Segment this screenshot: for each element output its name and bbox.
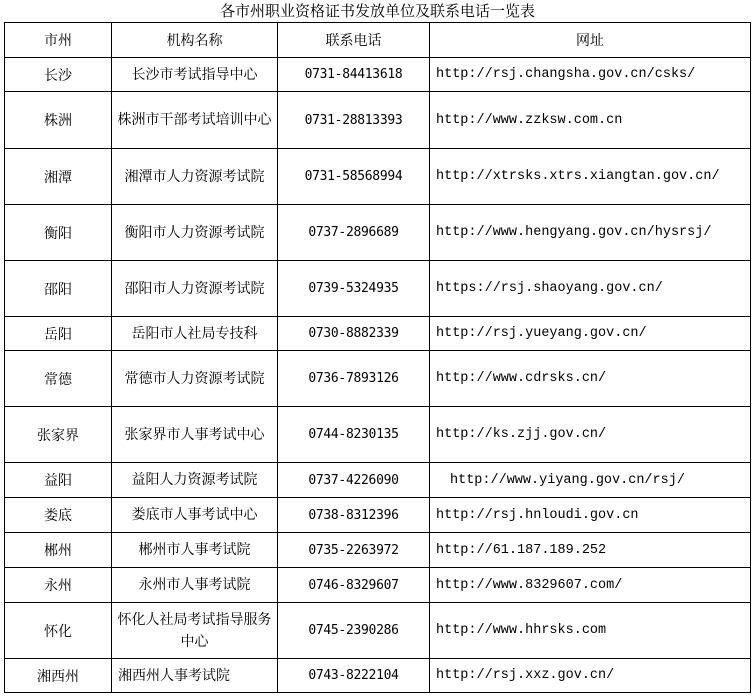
phone-cell: 0731-84413618 <box>278 58 430 92</box>
phone-cell: 0730-8882339 <box>278 317 430 351</box>
document-title: 各市州职业资格证书发放单位及联系电话一览表 <box>219 2 535 20</box>
city-cell: 常德 <box>5 351 112 407</box>
city-cell: 邵阳 <box>5 261 112 317</box>
table-row <box>5 659 751 693</box>
header-row <box>5 23 751 58</box>
table-row <box>5 92 751 149</box>
table-row <box>5 498 751 533</box>
phone-cell: 0737-2896689 <box>278 205 430 261</box>
city-cell: 长沙 <box>5 58 112 92</box>
city-cell: 娄底 <box>5 498 112 533</box>
table-row <box>5 58 751 92</box>
url-link[interactable]: http://www.cdrsks.cn/ <box>430 351 751 407</box>
city-cell: 郴州 <box>5 533 112 568</box>
url-link[interactable]: http://xtrsks.xtrs.xiangtan.gov.cn/ <box>430 149 751 205</box>
org-cell: 株洲市干部考试培训中心 <box>112 92 278 149</box>
org-cell: 永州市人事考试院 <box>112 568 278 603</box>
org-cell: 湘潭市人力资源考试院 <box>112 149 278 205</box>
org-cell: 衡阳市人力资源考试院 <box>112 205 278 261</box>
phone-cell: 0744-8230135 <box>278 407 430 463</box>
city-cell: 衡阳 <box>5 205 112 261</box>
table-row <box>5 463 751 498</box>
city-cell: 株洲 <box>5 92 112 149</box>
table-row <box>5 149 751 205</box>
url-link[interactable]: http://61.187.189.252 <box>430 533 751 568</box>
city-cell: 怀化 <box>5 603 112 659</box>
url-link[interactable]: http://rsj.changsha.gov.cn/csks/ <box>430 58 751 92</box>
url-link[interactable]: http://www.8329607.com/ <box>430 568 751 603</box>
org-cell: 岳阳市人社局专技科 <box>112 317 278 351</box>
url-link[interactable]: http://www.hhrsks.com <box>430 603 751 659</box>
table-row <box>5 533 751 568</box>
city-cell: 湘潭 <box>5 149 112 205</box>
phone-cell: 0738-8312396 <box>278 498 430 533</box>
phone-cell: 0739-5324935 <box>278 261 430 317</box>
org-cell: 郴州市人事考试院 <box>112 533 278 568</box>
header-url: 网址 <box>430 23 751 58</box>
url-link[interactable]: http://www.zzksw.com.cn <box>430 92 751 149</box>
url-link[interactable]: http://ks.zjj.gov.cn/ <box>430 407 751 463</box>
contact-table <box>4 22 751 693</box>
phone-cell: 0737-4226090 <box>278 463 430 498</box>
phone-cell: 0743-8222104 <box>278 659 430 693</box>
org-cell: 湘西州人事考试院 <box>112 659 278 693</box>
org-cell: 常德市人力资源考试院 <box>112 351 278 407</box>
table-row <box>5 351 751 407</box>
table-row <box>5 568 751 603</box>
city-cell: 湘西州 <box>5 659 112 693</box>
org-cell: 邵阳市人力资源考试院 <box>112 261 278 317</box>
table-row <box>5 407 751 463</box>
url-link[interactable]: https://rsj.shaoyang.gov.cn/ <box>430 261 751 317</box>
phone-cell: 0736-7893126 <box>278 351 430 407</box>
city-cell: 岳阳 <box>5 317 112 351</box>
phone-cell: 0745-2390286 <box>278 603 430 659</box>
org-cell: 张家界市人事考试中心 <box>112 407 278 463</box>
org-cell: 长沙市考试指导中心 <box>112 58 278 92</box>
table-row <box>5 261 751 317</box>
url-link[interactable]: http://www.hengyang.gov.cn/hysrsj/ <box>430 205 751 261</box>
phone-cell: 0746-8329607 <box>278 568 430 603</box>
header-city: 市州 <box>5 23 112 58</box>
header-org: 机构名称 <box>112 23 278 58</box>
table-row <box>5 317 751 351</box>
city-cell: 张家界 <box>5 407 112 463</box>
org-cell: 怀化人社局考试指导服务中心 <box>112 603 278 659</box>
city-cell: 益阳 <box>5 463 112 498</box>
city-cell: 永州 <box>5 568 112 603</box>
org-cell: 娄底市人事考试中心 <box>112 498 278 533</box>
url-link[interactable]: http://rsj.yueyang.gov.cn/ <box>430 317 751 351</box>
table-row <box>5 205 751 261</box>
table-row <box>5 603 751 659</box>
org-cell: 益阳人力资源考试院 <box>112 463 278 498</box>
phone-cell: 0731-28813393 <box>278 92 430 149</box>
url-link[interactable]: http://rsj.xxz.gov.cn/ <box>430 659 751 693</box>
url-link[interactable]: http://www.yiyang.gov.cn/rsj/ <box>430 463 751 498</box>
phone-cell: 0735-2263972 <box>278 533 430 568</box>
phone-cell: 0731-58568994 <box>278 149 430 205</box>
url-link[interactable]: http://rsj.hnloudi.gov.cn <box>430 498 751 533</box>
header-phone: 联系电话 <box>278 23 430 58</box>
